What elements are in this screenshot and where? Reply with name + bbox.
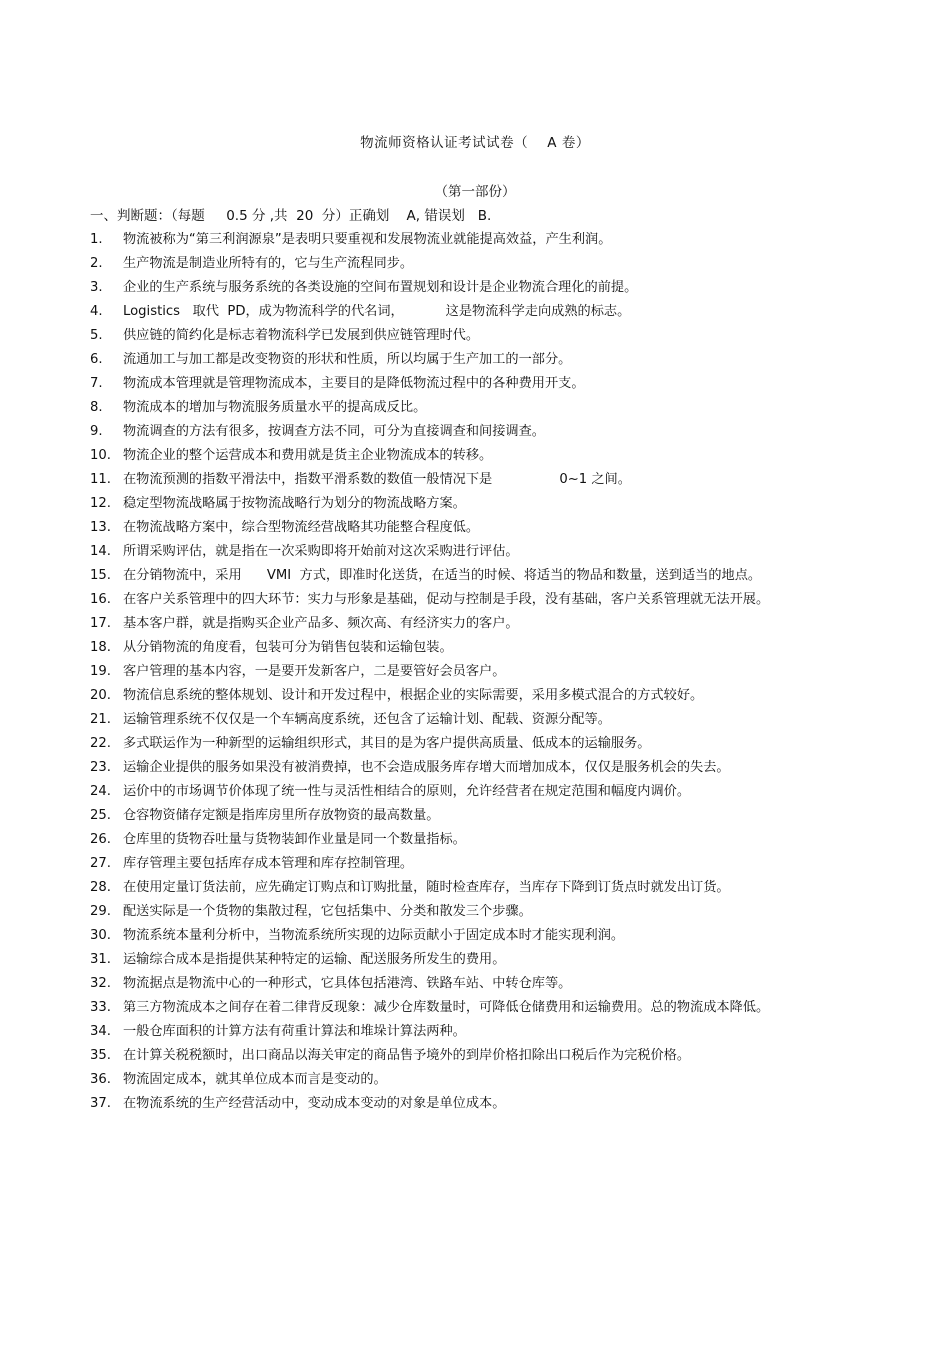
question-number: 24. bbox=[90, 784, 111, 799]
question-text: 仓容物资储存定额是指库房里所存放物资的最高数量。 bbox=[123, 808, 440, 823]
question-number: 34. bbox=[90, 1024, 111, 1039]
question-text: 运输企业提供的服务如果没有被消费掉，也不会造成服务库存增大而增加成本，仅仅是服务机会的失去。 bbox=[123, 760, 730, 775]
question-text: 所谓采购评估，就是指在一次采购即将开始前对这次采购进行评估。 bbox=[123, 544, 519, 559]
question-number: 26. bbox=[90, 832, 111, 847]
question-text: 在物流战略方案中，综合型物流经营战略其功能整合程度低。 bbox=[123, 520, 480, 535]
question-item bbox=[90, 949, 810, 971]
question-item bbox=[90, 1093, 810, 1115]
question-item bbox=[90, 805, 810, 827]
question-text: Logistics 取代 PD，成为物流科学的代名词， 这是物流科学走向成熟的标志。 bbox=[123, 304, 631, 319]
question-text: 在客户关系管理中的四大环节：实力与形象是基础，促动与控制是手段，没有基础，客户关系管理就无法开展。 bbox=[123, 592, 770, 607]
section-instructions: 一、判断题：（每题 0.5 分 ,共 20 分）正确划 A, 错误划 B. bbox=[90, 208, 492, 224]
question-number: 27. bbox=[90, 856, 111, 871]
question-number: 33. bbox=[90, 1000, 111, 1015]
question-number: 20. bbox=[90, 688, 111, 703]
question-number: 10. bbox=[90, 448, 111, 463]
question-number: 6. bbox=[90, 352, 103, 367]
question-number: 32. bbox=[90, 976, 111, 991]
question-item bbox=[90, 853, 810, 875]
question-number: 1. bbox=[90, 232, 103, 247]
question-item bbox=[90, 1069, 810, 1091]
exam-title: 物流师资格认证考试试卷（ A 卷） bbox=[360, 135, 590, 151]
question-number: 3. bbox=[90, 280, 103, 295]
question-item bbox=[90, 469, 810, 491]
question-number: 25. bbox=[90, 808, 111, 823]
question-item bbox=[90, 925, 810, 947]
question-item bbox=[90, 397, 810, 419]
question-text: 物流固定成本，就其单位成本而言是变动的。 bbox=[123, 1072, 387, 1087]
question-number: 30. bbox=[90, 928, 111, 943]
question-number: 36. bbox=[90, 1072, 111, 1087]
question-number: 7. bbox=[90, 376, 103, 391]
question-item bbox=[90, 589, 810, 611]
question-item bbox=[90, 421, 810, 443]
question-text: 一般仓库面积的计算方法有荷重计算法和堆垛计算法两种。 bbox=[123, 1024, 466, 1039]
question-text: 物流成本的增加与物流服务质量水平的提高成反比。 bbox=[123, 400, 427, 415]
question-item bbox=[90, 613, 810, 635]
question-text: 客户管理的基本内容，一是要开发新客户，二是要管好会员客户。 bbox=[123, 664, 506, 679]
question-item bbox=[90, 685, 810, 707]
question-item bbox=[90, 733, 810, 755]
question-text: 配送实际是一个货物的集散过程，它包括集中、分类和散发三个步骤。 bbox=[123, 904, 532, 919]
question-item bbox=[90, 1021, 810, 1043]
question-item bbox=[90, 973, 810, 995]
part-heading: （第一部份） bbox=[434, 184, 516, 200]
question-number: 19. bbox=[90, 664, 111, 679]
question-text: 从分销物流的角度看，包装可分为销售包装和运输包装。 bbox=[123, 640, 453, 655]
question-item bbox=[90, 829, 810, 851]
question-text: 物流信息系统的整体规划、设计和开发过程中，根据企业的实际需要，采用多模式混合的方式较好。 bbox=[123, 688, 704, 703]
question-text: 运输综合成本是指提供某种特定的运输、配送服务所发生的费用。 bbox=[123, 952, 506, 967]
question-list bbox=[90, 229, 810, 1117]
question-text: 物流据点是物流中心的一种形式，它具体包括港湾、铁路车站、中转仓库等。 bbox=[123, 976, 572, 991]
question-number: 37. bbox=[90, 1096, 111, 1111]
question-text: 物流系统本量利分析中，当物流系统所实现的边际贡献小于固定成本时才能实现利润。 bbox=[123, 928, 625, 943]
question-text: 流通加工与加工都是改变物资的形状和性质，所以均属于生产加工的一部分。 bbox=[123, 352, 572, 367]
question-text: 仓库里的货物吞吐量与货物装卸作业量是同一个数量指标。 bbox=[123, 832, 466, 847]
question-item bbox=[90, 661, 810, 683]
question-number: 17. bbox=[90, 616, 111, 631]
question-item bbox=[90, 277, 810, 299]
question-number: 4. bbox=[90, 304, 103, 319]
question-item bbox=[90, 781, 810, 803]
question-number: 28. bbox=[90, 880, 111, 895]
question-text: 企业的生产系统与服务系统的各类设施的空间布置规划和设计是企业物流合理化的前提。 bbox=[123, 280, 638, 295]
question-text: 在物流预测的指数平滑法中，指数平滑系数的数值一般情况下是 0~1 之间。 bbox=[123, 472, 631, 487]
question-number: 35. bbox=[90, 1048, 111, 1063]
question-item bbox=[90, 517, 810, 539]
question-item bbox=[90, 349, 810, 371]
question-item bbox=[90, 229, 810, 251]
question-text: 多式联运作为一种新型的运输组织形式，其目的是为客户提供高质量、低成本的运输服务。 bbox=[123, 736, 651, 751]
question-item bbox=[90, 877, 810, 899]
question-text: 物流成本管理就是管理物流成本，主要目的是降低物流过程中的各种费用开支。 bbox=[123, 376, 585, 391]
question-text: 供应链的简约化是标志着物流科学已发展到供应链管理时代。 bbox=[123, 328, 480, 343]
question-item bbox=[90, 301, 810, 323]
question-item bbox=[90, 901, 810, 923]
question-item bbox=[90, 445, 810, 467]
question-text: 在分销物流中，采用 VMI 方式，即准时化送货，在适当的时候、将适当的物品和数量，送到适当的地点。 bbox=[123, 568, 762, 583]
question-number: 21. bbox=[90, 712, 111, 727]
question-text: 基本客户群，就是指购买企业产品多、频次高、有经济实力的客户。 bbox=[123, 616, 519, 631]
question-item bbox=[90, 637, 810, 659]
question-item bbox=[90, 373, 810, 395]
question-item bbox=[90, 325, 810, 347]
question-number: 22. bbox=[90, 736, 111, 751]
question-number: 14. bbox=[90, 544, 111, 559]
question-item bbox=[90, 997, 810, 1019]
question-text: 物流调查的方法有很多，按调查方法不同，可分为直接调查和间接调查。 bbox=[123, 424, 545, 439]
question-item bbox=[90, 253, 810, 275]
question-text: 运输管理系统不仅仅是一个车辆高度系统，还包含了运输计划、配载、资源分配等。 bbox=[123, 712, 611, 727]
question-text: 生产物流是制造业所特有的，它与生产流程同步。 bbox=[123, 256, 414, 271]
question-text: 物流被称为“第三利润源泉”是表明只要重视和发展物流业就能提高效益，产生利润。 bbox=[123, 232, 612, 247]
question-number: 8. bbox=[90, 400, 103, 415]
question-text: 第三方物流成本之间存在着二律背反现象：减少仓库数量时，可降低仓储费用和运输费用。总的物流成本降低。 bbox=[123, 1000, 770, 1015]
question-number: 31. bbox=[90, 952, 111, 967]
question-number: 11. bbox=[90, 472, 111, 487]
question-text: 在使用定量订货法前，应先确定订购点和订购批量，随时检查库存，当库存下降到订货点时就发出订货。 bbox=[123, 880, 730, 895]
question-number: 5. bbox=[90, 328, 103, 343]
question-number: 13. bbox=[90, 520, 111, 535]
question-text: 运价中的市场调节价体现了统一性与灵活性相结合的原则，允许经营者在规定范围和幅度内调价。 bbox=[123, 784, 691, 799]
question-item bbox=[90, 757, 810, 779]
question-number: 29. bbox=[90, 904, 111, 919]
question-item bbox=[90, 493, 810, 515]
question-text: 库存管理主要包括库存成本管理和库存控制管理。 bbox=[123, 856, 414, 871]
question-text: 稳定型物流战略属于按物流战略行为划分的物流战略方案。 bbox=[123, 496, 466, 511]
question-number: 15. bbox=[90, 568, 111, 583]
question-number: 2. bbox=[90, 256, 103, 271]
question-number: 16. bbox=[90, 592, 111, 607]
question-text: 在计算关税税额时，出口商品以海关审定的商品售予境外的到岸价格扣除出口税后作为完税价格。 bbox=[123, 1048, 691, 1063]
question-item bbox=[90, 541, 810, 563]
question-item bbox=[90, 565, 810, 587]
question-item bbox=[90, 1045, 810, 1067]
question-text: 在物流系统的生产经营活动中，变动成本变动的对象是单位成本。 bbox=[123, 1096, 506, 1111]
question-item bbox=[90, 709, 810, 731]
question-number: 23. bbox=[90, 760, 111, 775]
question-text: 物流企业的整个运营成本和费用就是货主企业物流成本的转移。 bbox=[123, 448, 493, 463]
question-number: 9. bbox=[90, 424, 103, 439]
question-number: 18. bbox=[90, 640, 111, 655]
question-number: 12. bbox=[90, 496, 111, 511]
